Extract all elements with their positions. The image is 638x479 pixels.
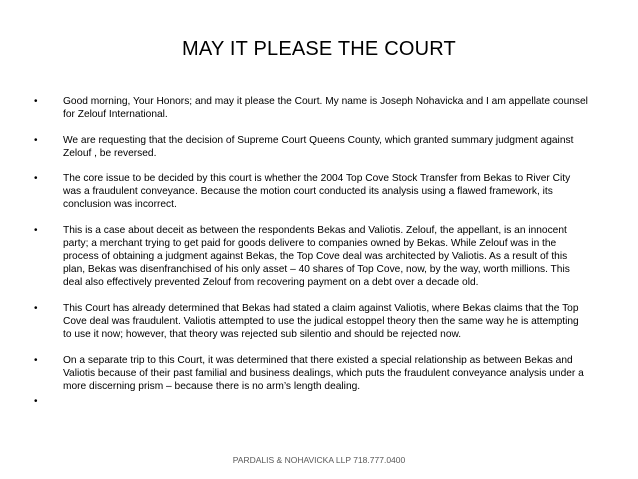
bullet-text: On a separate trip to this Court, it was determined that there existed a special relationship as between Bekas and Valiotis because of their past familial and business dealings, which puts the fraudulent conveyance analysis under a more discerning prism – because there is no arm’s length dealing.: [63, 355, 584, 392]
slide-title: MAY IT PLEASE THE COURT: [182, 38, 456, 60]
bullet-item: [0, 134, 638, 160]
bullet-dot: •: [34, 173, 38, 184]
footer-text: PARDALIS & NOHAVICKA LLP 718.777.0400: [232, 455, 406, 465]
bullet-item: [0, 302, 638, 341]
bullet-item: [0, 354, 638, 393]
bullet-dot: •: [34, 355, 38, 366]
bullet-item: [0, 224, 638, 289]
bullet-dot: •: [34, 96, 38, 107]
bullet-text: This Court has already determined that Bekas had stated a claim against Valiotis, where Bekas claims that the Top Cove deal was fraudulent. Valiotis attempted to use the judical estoppel theory then the same way he is attempting to use it now; however, that theory was rejected sub silentio and should be rejected now.: [63, 303, 579, 340]
bullet-text: We are requesting that the decision of Supreme Court Queens County, which granted summary judgment against Zelouf , be reversed.: [63, 135, 574, 159]
bullet-text: This is a case about deceit as between the respondents Bekas and Valiotis. Zelouf, the appellant, is an innocent party; a merchant trying to get paid for goods delivere to companies owned by Bekas. While Zelouf was in the process of obtaining a judgment against Bekas, the Top Cove deal was architected by Valiotis. As a result of this plan, Bekas was disenfranchised of his only asset – 40 shares of Top Cove, now, by the way, worth millions. This deal also effectively prevented Zelouf from recovering payment on a debt over a decade old.: [63, 225, 570, 288]
bullet-list: [0, 95, 638, 407]
bullet-text: Good morning, Your Honors; and may it please the Court. My name is Joseph Nohavicka and I am appellate counsel for Zelouf International.: [63, 96, 588, 120]
bullet-dot: •: [34, 303, 38, 314]
bullet-dot: •: [34, 396, 38, 407]
bullet-dot: •: [34, 225, 38, 236]
bullet-dot: •: [34, 135, 38, 146]
bullet-item: [0, 172, 638, 211]
bullet-item: [0, 95, 638, 121]
bullet-text: The core issue to be decided by this court is whether the 2004 Top Cove Stock Transfer from Bekas to River City was a fraudulent conveyance. Because the motion court conducted its analysis using a flawed framework, its conclusion was incorrect.: [63, 173, 571, 210]
